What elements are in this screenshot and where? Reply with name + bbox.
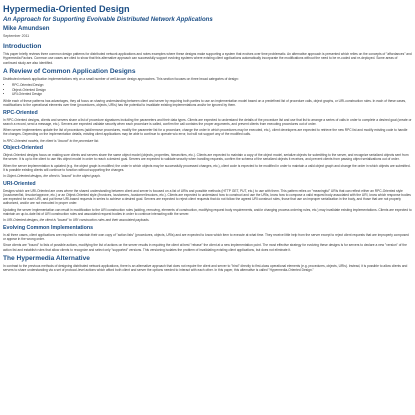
note-uri: In URI-Oriented designs, the client is "bound" to URI construction rules and their associated payloads. (3, 218, 150, 223)
paragraph-hypermedia-1: In contrast to the previous methods of designing distributed network applications, there is an alternative approach that does not require the client and server to "bind" directly to first-class operational elements (e.g. procedures, objects, URIs). Instead, it is possible to allow clients and servers to share understanding via a set of protocol-level actions which afford both client and server the options needed to interact with each other. In this paper, this alternative is called "Hypermedia-Oriented Design." (3, 263, 408, 273)
heading-object: Object-Oriented (3, 145, 44, 152)
paragraph-evolving-2: Since clients are "bound" to lists of possible actions, modifying the list of actions on the server results in requiring the client at best "rebase" the client at a new implementation point. The most effective strategy for evolving these designs is for servers to declare a new "version" of the action list and establish rules that allow clients to recognize and select only "supported" versions. This versioning isolates the problem of invalidating existing client applications, but does not eliminate it. (3, 243, 407, 252)
paragraph-introduction: This paper briefly reviews three common design patterns for distributed network applications and notes examples where these designs make supporting a system that evolves over time problematic. An alternative approach is presented which relies on the concepts of "affordances" and Hypermedia Factors. Common use cases are cited to show that this alternative approach can successfully support evolving systems where existing client applications automatically incorporate the modifications without the need to be re-coded and re-deployed. Some areas of continued study are also identified. (3, 52, 412, 65)
heading-hypermedia: The Hypermedia Alternative (3, 254, 90, 262)
list-item: • Object-Oriented Design (12, 88, 412, 93)
document-author: Mike Amundsen (3, 25, 50, 32)
paragraph-uri-1: Designs which are URI-Oriented are ones where the shared understanding between client and server is focused on a list of URIs and possible methods (HTTP GET, PUT, etc.) to use with them. This pattern relies on "meaningful" URIs that can reflect either an RPC-Oriented style (/customer/list, /invoice/approve, etc.) or an Object-Oriented style (/invoices, /customers, /customer/invoices, etc.). Clients are expected to understand how to construct and use the URIs, know how to compose a valid request body associated with the URI, know which response bodies are expected for each URI, and put these URI-based requests in series to achieve a desired goal. Servers are expected to reject client requests that do not follow the agreed URI construct rules, those that use an improper serialization in the body, and those that are not properly authorized, and/or are not executed in proper order. (3, 188, 411, 206)
paragraph-object-2: When the server implementation is updated (e.g. the object graph is modified; the order in which objects may be successfully processed changes, etc.), client code is expected to be modified in order to maintain a valid object graph and change the order in which objects are submitted. It is possible existing clients will continue to function without supporting the changes. (3, 163, 411, 172)
list-item: • RPC-Oriented Design (12, 83, 412, 88)
paragraph-rpc-1: In RPC-Oriented designs, clients and servers share a list of procedure signatures including the parameters and their data types. Clients are expected to understand the details of the procedure list and use that list to arrange a series of calls in order to complete a desired goal (create or search a record, send a message, etc.). Servers are expected validate security when each procedure is called, confirm the call contains the proper arguments, and prevent clients from executing procedures out of order. (3, 117, 412, 126)
paragraph-review-after-list: While each of these patterns has advantages, they all focus on sharing understanding between client and server by requiring both parties to use an implementation model based on a predefined list of procedure calls, object graphs, or URI-construction rules. In each of these cases, modifications to the operational elements over time (procedures, objects, URIs) has the potential to invalidate existing implementations and/or be ignored by them. (3, 98, 407, 108)
heading-rpc: RPC-Oriented (3, 109, 38, 116)
document-subtitle: An Approach for Supporting Evolvable Distributed Network Applications (3, 16, 213, 23)
heading-introduction: Introduction (3, 43, 42, 50)
paragraph-uri-2: Updating the server implementation can result in modification to the URI construction rules (adding, removing, elements of construction, modifying request body requirements, and/or changing process ordering rules, etc.) may invalidate existing implementations. Clients are expected to maintain an up-to-date list of URI construction rules and associated request bodies in order to continue interacting with the server. (3, 207, 412, 217)
document-date: September 2011 (3, 34, 30, 38)
list-item: • URI-Oriented Design (12, 92, 412, 97)
heading-evolving: Evolving Common Implementations (3, 224, 94, 231)
document-title: Hypermedia-Oriented Design (3, 4, 130, 14)
paragraph-review-intro: Distributed network application implementations rely on a small number of well-known design approaches. This section focuses on three broad categories of design: (3, 76, 239, 81)
paragraph-evolving-1: In all three cases, client applications are required to maintain their own copy of "action lists" (procedures, objects, URIs) and are expected to know which item to execute at what time. They receive little help from the server except to reject client requests that are improperly composed or appear in the wrong order. (3, 232, 409, 241)
design-list (3, 83, 412, 97)
note-rpc: In RPC-Oriented models, the client is "bound" to the procedure list. (3, 138, 100, 143)
heading-uri: URI-Oriented (3, 180, 36, 187)
heading-review: A Review of Common Application Designs (3, 67, 136, 75)
paragraph-object-1: Object-Oriented designs focus on making sure clients and servers share the same object model (objects, properties, hierarchies, etc.). Clients are expected to maintain a copy of the object model, serialize objects for submitting to the server, and recognize serialized objects sent from the server. It is up to the client to use this object model in order to reach a desired goal. Servers are expected to validate security when handling requests, confirm the schema of the serialized objects it receives, and prevent clients from passing object serializations out of order. (3, 153, 409, 162)
paragraph-rpc-2: When server implementers update the list of procedures (add/remove procedures, modify the parameter list for a procedure, change the order in which procedures may be executed, etc.), client developers are expected to retrieve the new RPC list and modify existing code to handle the changes. Depending on the implementation details, existing client applications may be able to continue to operate w/o error, but will not support any of the modified calls. (3, 128, 408, 137)
note-object: In Object-Oriented designs, the client is "bound" to the object graph. (3, 174, 101, 179)
